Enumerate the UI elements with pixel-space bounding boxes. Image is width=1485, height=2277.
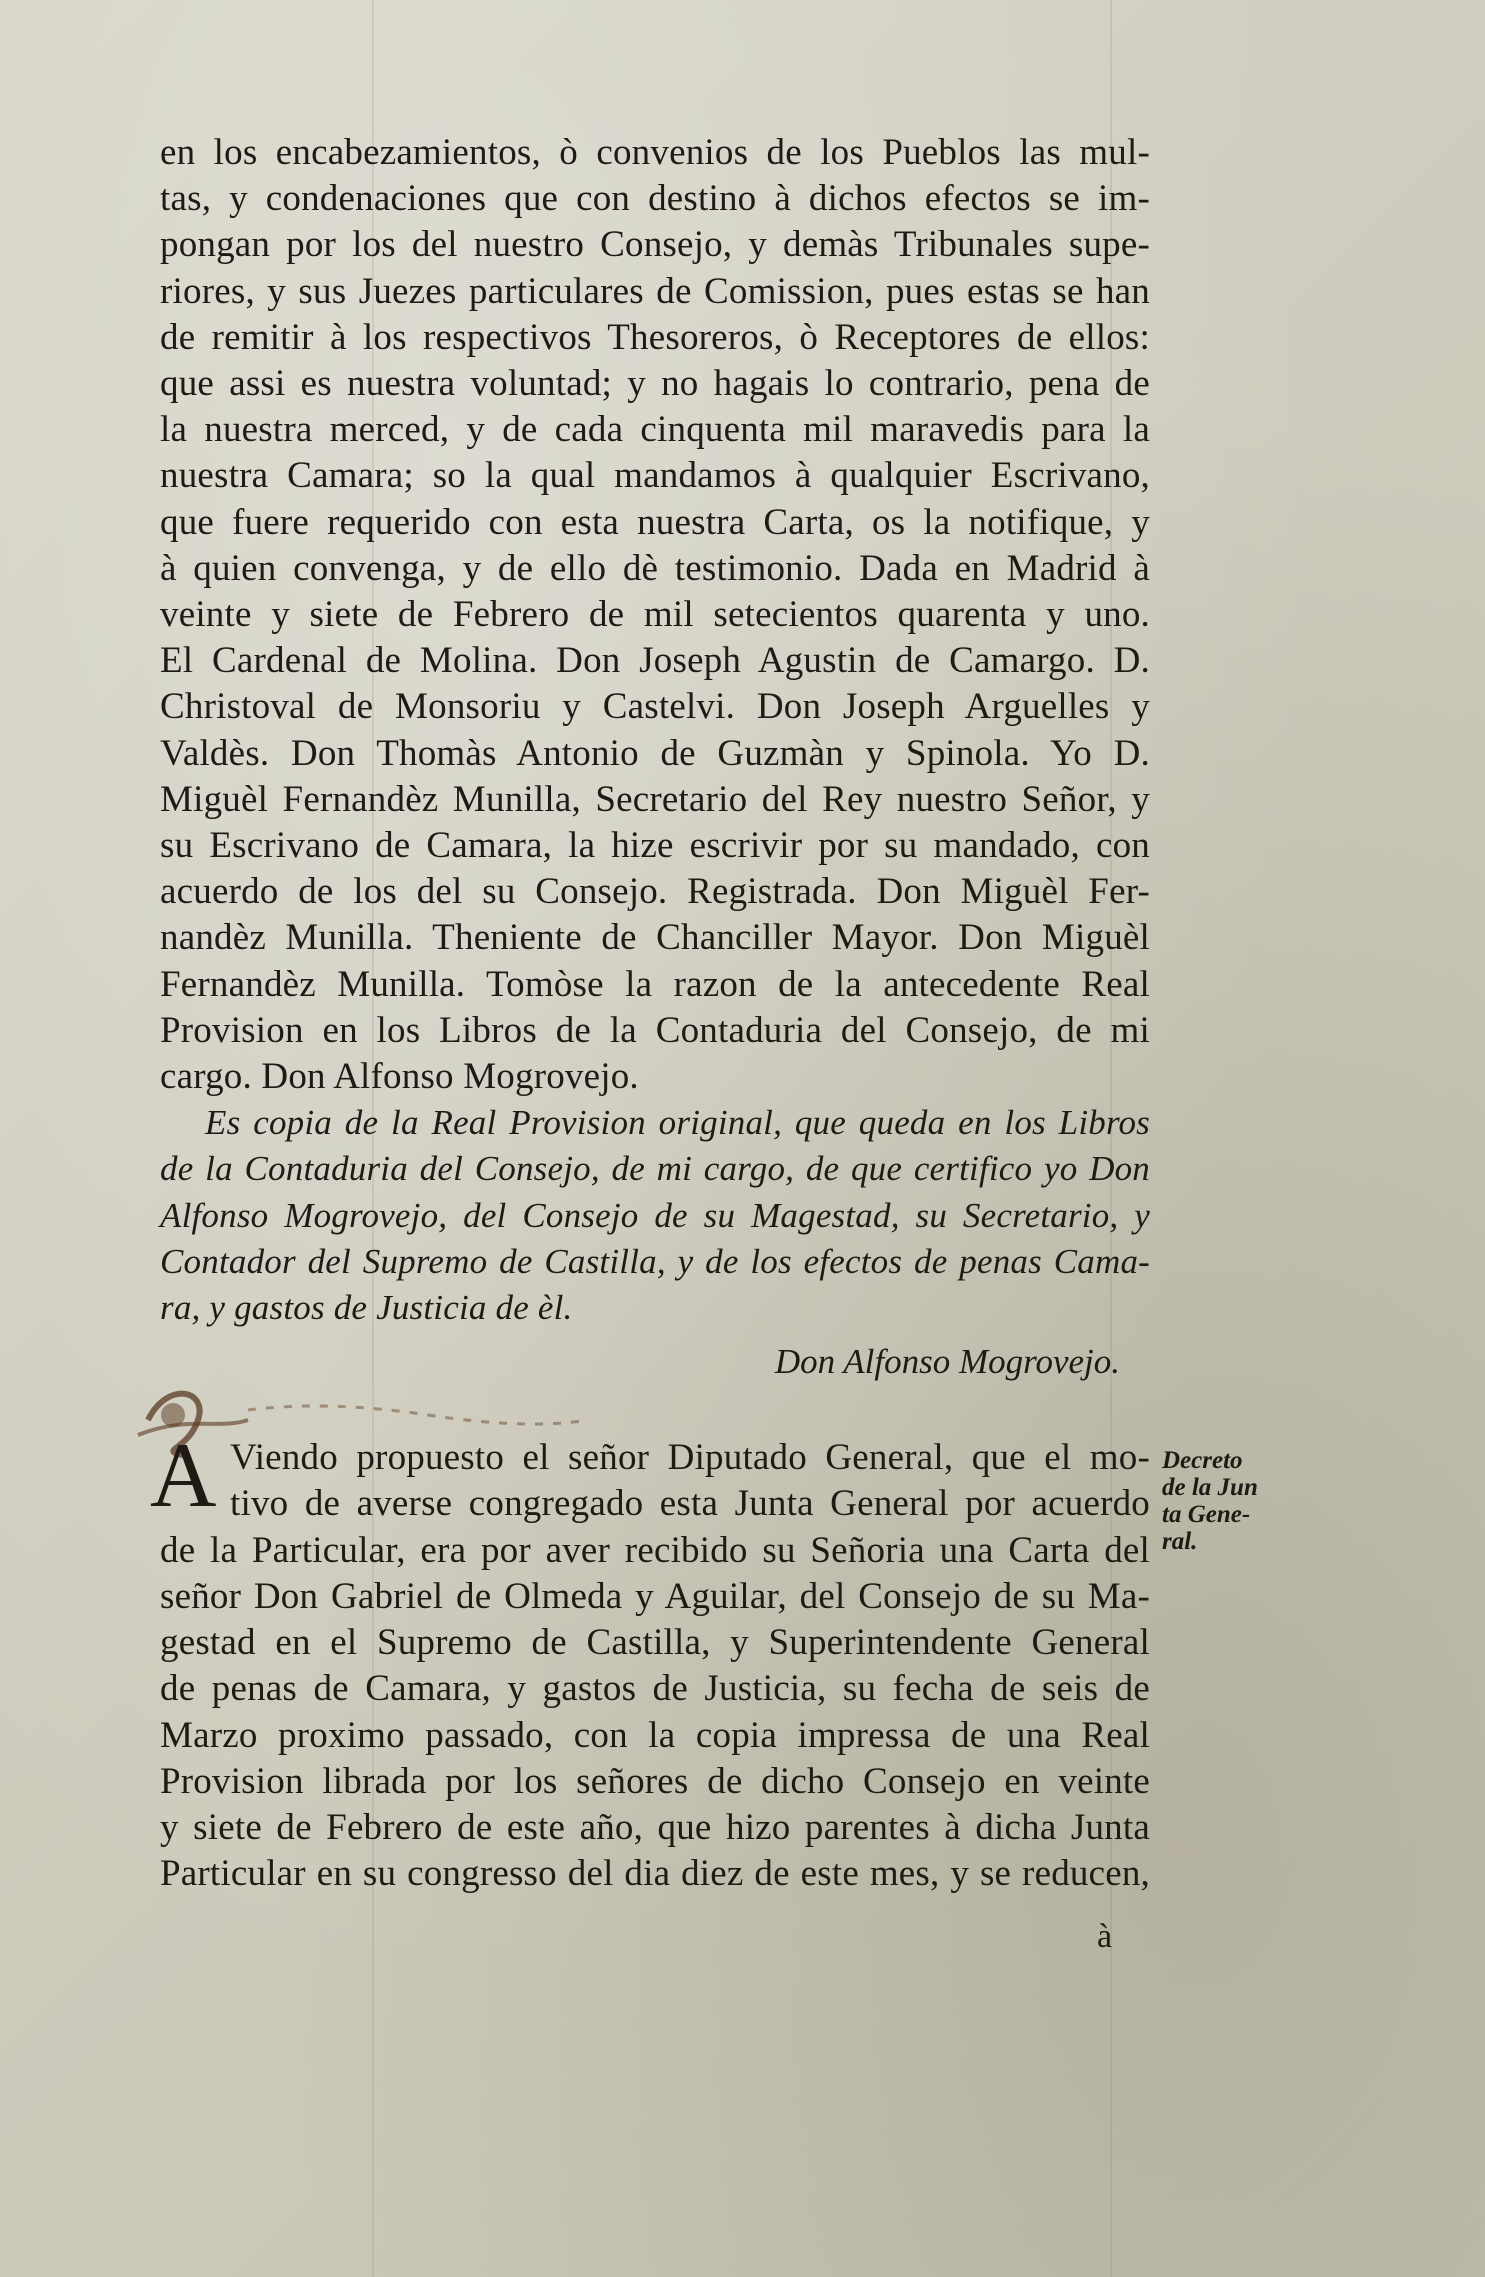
body-line: de remitir à los respectivos Thesoreros, ò Receptores de ellos:: [160, 316, 1150, 358]
body-line: Fernandèz Munilla. Tomòse la razon de la antecedente Real: [160, 963, 1150, 1005]
decree-line: de penas de Camara, y gastos de Justicia, su fecha de seis de: [160, 1668, 1150, 1710]
body-line: veinte y siete de Febrero de mil setecientos quarenta y uno.: [160, 594, 1150, 636]
marginal-line: de la Jun: [1162, 1474, 1258, 1501]
body-line: nuestra Camara; so la qual mandamos à qualquier Escrivano,: [160, 455, 1150, 497]
decree-line: de la Particular, era por aver recibido su Señoria una Carta del: [160, 1529, 1150, 1571]
catchword: à: [1097, 1918, 1113, 1955]
body-line: acuerdo de los del su Consejo. Registrada. Don Miguèl Fer-: [160, 871, 1150, 913]
decree-line: Marzo proximo passado, con la copia impressa de una Real: [160, 1714, 1150, 1756]
body-line: cargo. Don Alfonso Mogrovejo.: [160, 1056, 639, 1098]
decree-line: Viendo propuesto el señor Diputado General, que el mo-: [230, 1437, 1150, 1479]
body-line: en los encabezamientos, ò convenios de los Pueblos las mul-: [160, 132, 1150, 173]
body-line: pongan por los del nuestro Consejo, y demàs Tribunales supe-: [160, 224, 1150, 266]
certification-line: ra, y gastos de Justicia de èl.: [160, 1288, 573, 1328]
certification-line: Alfonso Mogrovejo, del Consejo de su Magestad, su Secretario, y: [160, 1195, 1150, 1235]
body-line: que assi es nuestra voluntad; y no hagais lo contrario, pena de: [160, 363, 1150, 405]
signature: Don Alfonso Mogrovejo.: [774, 1342, 1120, 1382]
marginal-line: Decreto: [1162, 1447, 1243, 1474]
marginal-line: ta Gene-: [1162, 1501, 1251, 1528]
certification-paragraph: [160, 1100, 1150, 1331]
body-line: riores, y sus Juezes particulares de Comission, pues estas se han: [160, 270, 1150, 312]
decree-paragraph: [150, 1424, 1150, 1897]
drop-cap: A: [150, 1424, 217, 1527]
body-paragraph: [160, 130, 1150, 1100]
certification-line: de la Contaduria del Consejo, de mi cargo, de que certifico yo Don: [160, 1149, 1150, 1189]
body-line: Provision en los Libros de la Contaduria del Consejo, de mi: [160, 1009, 1150, 1051]
certification-line: Es copia de la Real Provision original, que queda en los Libros: [205, 1103, 1150, 1143]
decree-line: señor Don Gabriel de Olmeda y Aguilar, del Consejo de su Ma-: [160, 1575, 1150, 1617]
body-line: à quien convenga, y de ello dè testimonio. Dada en Madrid à: [160, 547, 1150, 589]
body-line: que fuere requerido con esta nuestra Carta, os la notifique, y: [160, 501, 1150, 543]
body-line: El Cardenal de Molina. Don Joseph Agustin de Camargo. D.: [160, 640, 1150, 682]
body-line: Valdès. Don Thomàs Antonio de Guzmàn y Spinola. Yo D.: [160, 732, 1150, 774]
body-line: la nuestra merced, y de cada cinquenta mil maravedis para la: [160, 409, 1150, 451]
decree-line: tivo de averse congregado esta Junta General por acuerdo: [230, 1483, 1150, 1525]
certification-line: Contador del Supremo de Castilla, y de los efectos de penas Cama-: [160, 1241, 1150, 1281]
decree-line: gestad en el Supremo de Castilla, y Superintendente General: [160, 1622, 1150, 1664]
decree-line: Particular en su congresso del dia diez de este mes, y se reducen,: [160, 1853, 1150, 1895]
marginal-note: [1162, 1447, 1282, 1555]
body-line: Miguèl Fernandèz Munilla, Secretario del Rey nuestro Señor, y: [160, 778, 1150, 820]
marginal-line: ral.: [1162, 1528, 1198, 1555]
decree-line: Provision librada por los señores de dicho Consejo en veinte: [160, 1760, 1150, 1802]
decree-line: y siete de Febrero de este año, que hizo parentes à dicha Junta: [160, 1806, 1150, 1848]
text-block: [150, 130, 1150, 1897]
body-line: nandèz Munilla. Theniente de Chanciller Mayor. Don Miguèl: [160, 917, 1150, 959]
body-line: Christoval de Monsoriu y Castelvi. Don Joseph Arguelles y: [160, 686, 1150, 728]
body-line: tas, y condenaciones que con destino à dichos efectos se im-: [160, 178, 1150, 220]
body-line: su Escrivano de Camara, la hize escrivir por su mandado, con: [160, 825, 1150, 867]
